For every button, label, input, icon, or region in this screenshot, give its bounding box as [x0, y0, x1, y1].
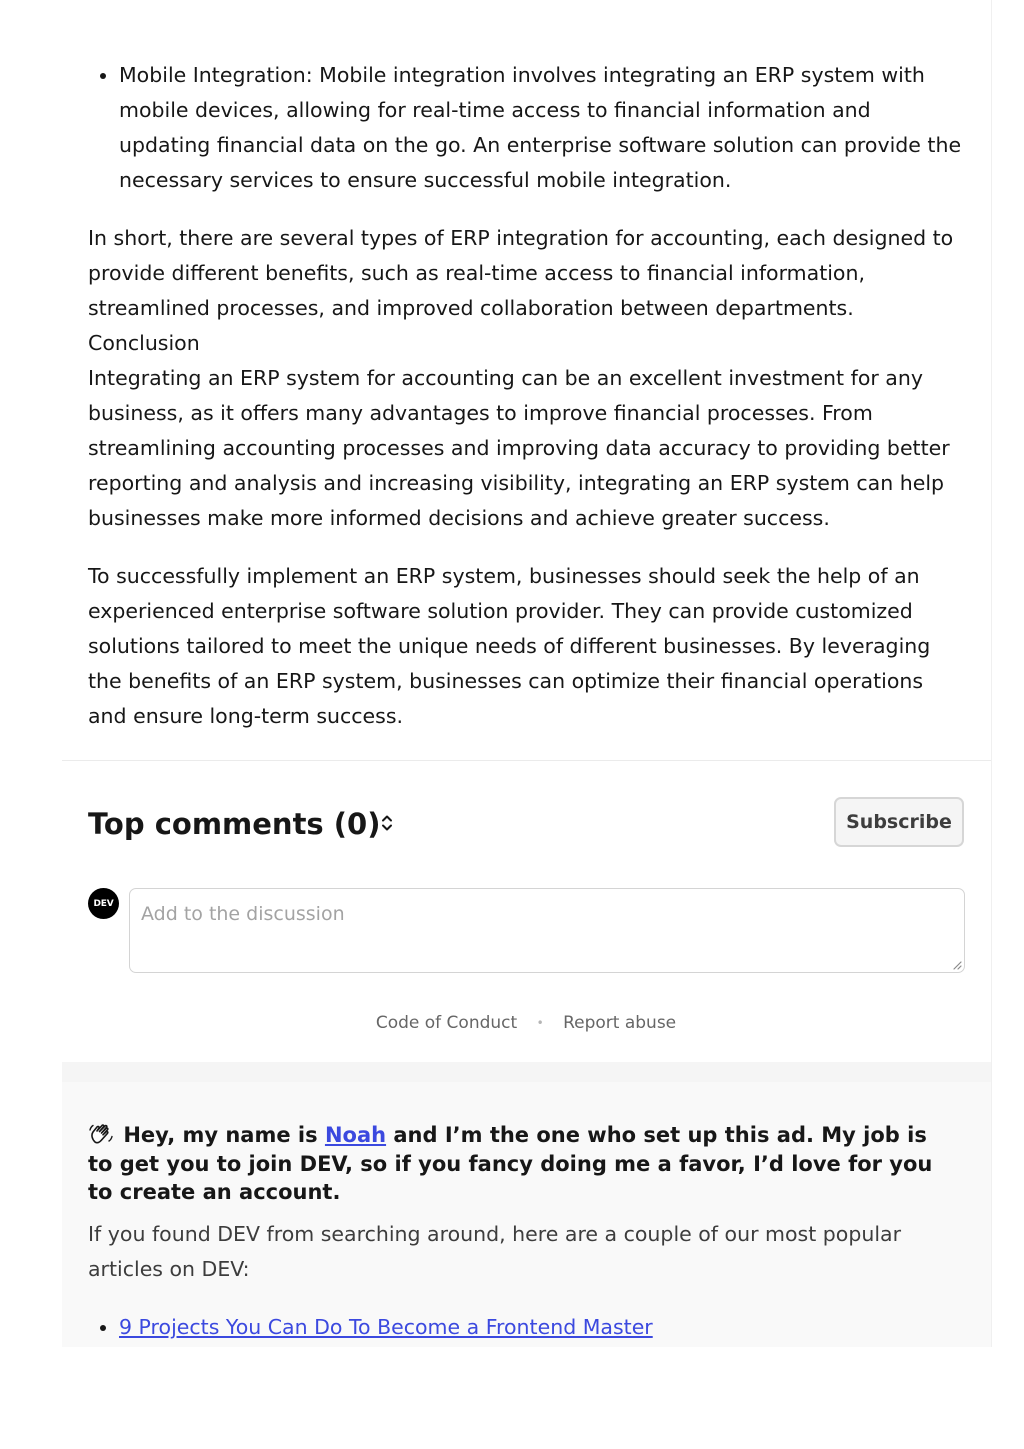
promo-heading-suffix: and I’m the one who set up this ad. My job is to get you to join DEV, so if you fancy doing me a favor, I’d love for you to create an account.	[88, 1123, 933, 1204]
popular-articles-list	[88, 1310, 989, 1345]
report-abuse-link[interactable]: Report abuse	[563, 1013, 677, 1033]
popular-article-link[interactable]: 9 Projects You Can Do To Become a Frontend Master	[119, 1315, 653, 1339]
waving-hand-icon	[88, 1122, 116, 1146]
article-bullet-item: • Mobile Integration: Mobile integration involves integrating an ERP system with mobile devices, allowing for real-time access to financial information and updating financial data on the go. An enterprise software solution can provide the necessary services to ensure successful mobile integration.	[119, 58, 968, 198]
article-bullet-list	[88, 58, 968, 198]
promo-top-strip	[62, 1062, 991, 1082]
conclusion-heading: Conclusion	[88, 331, 200, 355]
subscribe-button[interactable]: Subscribe	[834, 797, 964, 847]
section-divider	[62, 760, 991, 761]
summary-paragraph: In short, there are several types of ERP integration for accounting, each designed to provide different benefits, such as real-time access to financial information, streamlined processes, and improved collaboration between departments.	[88, 226, 954, 320]
conclusion-paragraph: Integrating an ERP system for accounting can be an excellent investment for any business, as it offers many advantages to improve financial processes. From streamlining accounting processes and improving data accuracy to providing better reporting and analysis and increasing visibility, integrating an ERP system can help businesses make more informed decisions and achieve greater success.	[88, 366, 950, 530]
article-body	[88, 58, 968, 734]
promo-text: If you found DEV from searching around, here are a couple of our most popular articles on DEV:	[88, 1222, 902, 1281]
final-paragraph: To successfully implement an ERP system, businesses should seek the help of an experienced enterprise software solution provider. They can provide customized solutions tailored to meet the unique needs of different businesses. By leveraging the benefits of an ERP system, businesses can optimize their financial operations and ensure long-term success.	[88, 564, 931, 728]
footer-separator: •	[536, 1016, 544, 1030]
promo-heading	[88, 1121, 958, 1207]
popular-article-item	[119, 1310, 989, 1345]
sort-toggle-icon[interactable]	[377, 811, 397, 835]
code-of-conduct-link[interactable]: Code of Conduct	[375, 1013, 518, 1033]
comment-footer-links	[0, 1010, 1024, 1036]
avatar: DEV	[88, 888, 119, 919]
promo-heading-prefix: Hey, my name is	[123, 1123, 325, 1147]
comment-input[interactable]	[129, 888, 965, 973]
resize-handle-icon[interactable]	[952, 960, 962, 970]
noah-link[interactable]: Noah	[324, 1123, 387, 1147]
comments-title: Top comments (0)	[88, 807, 381, 841]
